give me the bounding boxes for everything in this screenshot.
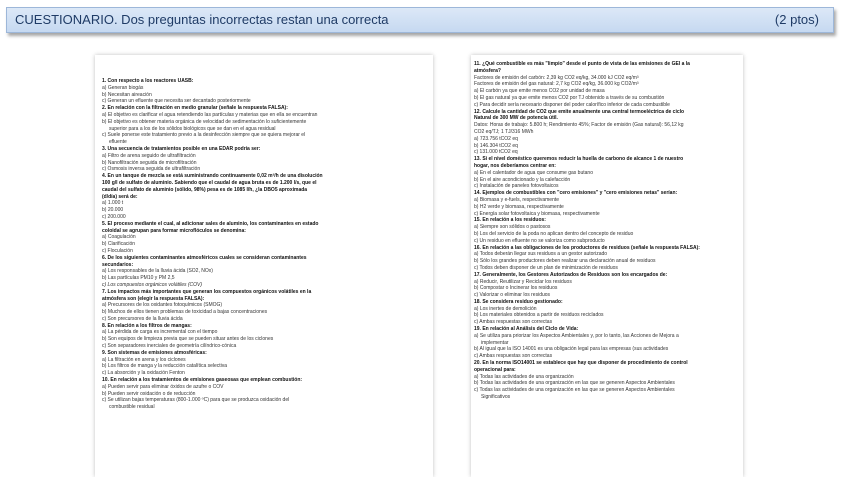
- answer-line: CO2 eq/TJ; 1 TJ/316 MWh: [474, 128, 534, 135]
- answer-line: a) Coagulación: [102, 234, 136, 241]
- question-text: 9. Son sistemas de emisiones atmosféricas:: [102, 349, 207, 356]
- answer-line: c) Generan un efluente que necesita ser decantado posteriormente: [102, 98, 251, 105]
- page-title: CUESTIONARIO. Dos preguntas incorrectas restan una correcta: [15, 12, 389, 27]
- answer-line: c) Son separadores inerciales de geometría cilíndrico-cónica: [102, 343, 237, 350]
- answer-line: Significativos: [481, 394, 511, 401]
- answer-line: a) Precursores de los oxidantes fotoquímicos (SMOG): [102, 302, 223, 309]
- question-text: 8. En relación a los filtros de mangas:: [102, 322, 192, 329]
- question-text: 100 g/l de sulfato de aluminio. Sabiendo que el caudal de agua bruta es de 1.200 l/s, que el: [102, 179, 317, 186]
- question-text: 18. Se considera residuo gestionado:: [474, 298, 563, 305]
- answer-line: b) Son equipos de limpieza previa que se pueden situar antes de los ciclones: [102, 336, 274, 343]
- questions-column-right: [474, 61, 741, 401]
- answer-line: c) La absorción y la oxidación Fenton: [102, 370, 185, 377]
- question-text: 7. Los impactos más importantes que generan los compuestos orgánicos volátiles en la: [102, 288, 312, 295]
- answer-line: c) Ósmosis inversa seguida de ultrafiltración: [102, 166, 201, 173]
- answer-line: implementar: [481, 339, 509, 346]
- answer-line: a) Generan biogás: [102, 84, 144, 91]
- answer-line: a) 1.000 t: [102, 200, 124, 207]
- header-banner: [6, 7, 834, 33]
- answer-line: c) Son precursores de la lluvia ácida: [102, 315, 183, 322]
- answer-line: b) El gas natural ya que emite menos CO2 por TJ obtenido a través de su combustión: [474, 94, 665, 101]
- answer-line: c) Floculación: [102, 247, 133, 254]
- answer-line: c) Un residuo en efluente no se valoriza como subproducto: [474, 237, 605, 244]
- question-text: 12. Calcule la cantidad de CO2 que emite anualmente una central termoeléctrica de ciclo: [474, 108, 685, 115]
- document-page-right: [471, 55, 743, 477]
- answer-line: a) El carbón ya que emite menos CO2 por unidad de masa: [474, 88, 605, 95]
- question-text: Natural de 300 MW de potencia útil.: [474, 115, 558, 122]
- answer-line: c) Energía solar fotovoltaica y biomasa, respectivamente: [474, 210, 600, 217]
- answer-line: a) Pueden servir para eliminar óxidos de azufre o COV: [102, 383, 224, 390]
- question-text: 5. El proceso mediante el cual, al adicionar sales de aluminio, los contaminantes en estado: [102, 220, 319, 227]
- answer-line: superior para a los de los sólidos biológicos que se dan en el agua residual: [109, 125, 276, 132]
- answer-line: b) H2 verde y biomasa, respectivamente: [474, 203, 564, 210]
- answer-line: a) Todos deberán llegar sus residuos a un gestor autorizado: [474, 251, 608, 258]
- answer-line: b) Muchos de ellos tienen problemas de toxicidad a bajas concentraciones: [102, 309, 268, 316]
- answer-line: a) Todas las actividades de una organización: [474, 373, 574, 380]
- answer-line: b) Necesitan aireación: [102, 91, 152, 98]
- question-text: atmósfera?: [474, 67, 501, 74]
- answer-line: a) Siempre son sólidos o pastosos: [474, 224, 551, 231]
- question-text: 20. En la norma ISO14001 se establece que hay que disponer de procedimiento de control: [474, 360, 688, 367]
- answer-line: c) Para decidir sería necesario disponer del poder calorífico inferior de cada combustible: [474, 101, 670, 108]
- answer-line: c) Los compuestos orgánicos volátiles (COV): [102, 281, 203, 288]
- answer-line: b) Sólo los grandes productores deben realizar una declaración anual de residuos: [474, 258, 656, 265]
- answer-line: b) Compostar o Incinerar los residuos: [474, 285, 558, 292]
- answer-line: a) En el calentador de agua que consume gas butano: [474, 169, 593, 176]
- answer-line: c) Suele ponerse este tratamiento previo a la desinfección siempre que se quiera mejorar el: [102, 132, 306, 139]
- answer-line: c) Se utilizan bajas temperaturas (800-1.000 ºC) para que se produzca oxidación del: [102, 397, 290, 404]
- answer-line: b) Los filtros de manga y la reducción catalítica selectiva: [102, 363, 228, 370]
- answer-line: c) Todas las actividades de una organización en las que se generen Aspectos Ambientales: [474, 387, 675, 394]
- answer-line: b) Todas las actividades de una organización en las que se generen Aspectos Ambientales: [474, 380, 675, 387]
- answer-line: b) En el aire acondicionado y la calefacción: [474, 176, 571, 183]
- answer-line: b) 20.000: [102, 207, 124, 214]
- answer-line: b) Al igual que la ISO 14001 es una obligación legal para las empresas (sus actividades: [474, 346, 669, 353]
- answer-line: b) 146.304 tCO2 eq: [474, 142, 518, 149]
- question-text: 13. Si el nivel doméstico queremos reducir la huella de carbono de alcance 1 de nuestro: [474, 156, 684, 163]
- answer-line: c) Ambas respuestas son correctas: [474, 353, 553, 360]
- answer-line: a) Reducir, Reutilizar y Reciclar los residuos: [474, 278, 572, 285]
- question-text: 2. En relación con la filtración en medio granular (señale la respuesta FALSA):: [102, 105, 288, 112]
- points-label: (2 ptos): [774, 12, 819, 27]
- answer-line: b) Nanofiltración seguida de microfiltración: [102, 159, 197, 166]
- answer-line: Factores de emisión del carbón: 2,39 kg CO2 eq/kg, 34.000 kJ CO2 eq/m³: [474, 74, 639, 81]
- answer-line: combustible residual: [109, 404, 155, 411]
- answer-line: b) Clarificación: [102, 241, 136, 248]
- question-text: secundarios:: [102, 261, 134, 268]
- question-text: coloidal se agrupan para formar microflóculos se denomina:: [102, 227, 246, 234]
- question-text: 16. En relación a las obligaciones de los productores de residuos (señale la respuesta FALSA):: [474, 244, 700, 251]
- questions-column-left: [102, 78, 429, 411]
- question-text: 3. Una secuencia de tratamientos posible en una EDAR podría ser:: [102, 145, 261, 152]
- answer-line: a) Los inertes de demolición: [474, 305, 537, 312]
- answer-line: a) Biomasa y e-fuels, respectivamente: [474, 196, 560, 203]
- answer-line: a) La pérdida de carga es incremental con el tiempo: [102, 329, 218, 336]
- question-text: 19. En relación al Análisis del Ciclo de Vida:: [474, 326, 579, 333]
- answer-line: Datos: Horas de trabajo: 5.800 h; Rendimiento 45%; Factor de emisión (Gas natural): 56,12 kg: [474, 122, 684, 129]
- document-page-left: [95, 55, 433, 477]
- answer-line: c) Todos deben disponer de un plan de minimización de residuos: [474, 264, 618, 271]
- question-text: 4. En un tanque de mezcla se está suministrando continuamente 0,02 m³/h de una disolución: [102, 173, 323, 180]
- answer-line: b) Los materiales obtenidos a partir de residuos reciclados: [474, 312, 604, 319]
- answer-line: a) La filtración en arena y los ciclones: [102, 356, 186, 363]
- answer-line: a) Los responsables de la lluvia ácida (SO2, NOx): [102, 268, 213, 275]
- question-text: 15. En relación a los residuos:: [474, 217, 546, 224]
- question-text: 17. Generalmente, los Gestores Autorizados de Residuos son los encargados de:: [474, 271, 668, 278]
- answer-line: c) Instalación de paneles fotovoltaicos: [474, 183, 559, 190]
- answer-line: Factores de emisión del gas natural: 2,7 kg CO2 eq/kg, 36.000 kg CO2/m³: [474, 81, 639, 88]
- question-text: (d/día) será de:: [102, 193, 138, 200]
- question-text: 1. Con respecto a los reactores UASB:: [102, 78, 194, 84]
- question-text: 11. ¿Qué combustible es más "limpio" desde el punto de vista de las emisiones de GEI a la: [474, 61, 690, 67]
- answer-line: b) Las partículas PM10 y PM 2,5: [102, 275, 175, 282]
- answer-line: b) Los del servicio de la poda no aplican dentro del concepto de residuo: [474, 230, 634, 237]
- question-text: 10. En relación a los tratamientos de emisiones gaseosas que emplean combustión:: [102, 377, 303, 384]
- question-text: hogar, nos deberíamos centrar en:: [474, 162, 556, 169]
- question-text: caudal del sulfato de aluminio (sólido, 98%) pesa es de 1085 l/h, ¿la DBO5 aproximada: [102, 186, 308, 193]
- question-text: operacional para:: [474, 366, 516, 373]
- answer-line: b) Pueden servir oxidación o de reducción: [102, 390, 196, 397]
- answer-line: a) El objetivo es clarificar el agua retendiendo las partículas y materias que en ella se encuentran: [102, 111, 318, 118]
- answer-line: a) Se utiliza para priorizar los Aspectos Ambientales y, por lo tanto, las Acciones de Mejora a: [474, 332, 679, 339]
- answer-line: c) 131.000 tCO2 eq: [474, 149, 518, 156]
- answer-line: c) 200.000: [102, 213, 126, 220]
- answer-line: b) El objetivo es obtener materia orgánica de velocidad de sedimentación lo suficientemente: [102, 118, 307, 125]
- answer-line: a) 723.756 tCO2 eq: [474, 135, 518, 142]
- answer-line: efluente: [109, 139, 127, 146]
- answer-line: c) Valorizar o eliminar los residuos: [474, 292, 551, 299]
- question-text: 14. Ejemplos de combustibles con "cero emisiones" y "cero emisiones netas" serían:: [474, 190, 678, 197]
- answer-line: a) Filtro de arena seguido de ultrafiltración: [102, 152, 196, 159]
- answer-line: c) Ambas respuestas son correctas: [474, 319, 553, 326]
- question-text: atmósfera son (elegir la respuesta FALSA):: [102, 295, 205, 302]
- question-text: 6. De los siguientes contaminantes atmosféricos cuales se consideran contaminantes: [102, 254, 307, 261]
